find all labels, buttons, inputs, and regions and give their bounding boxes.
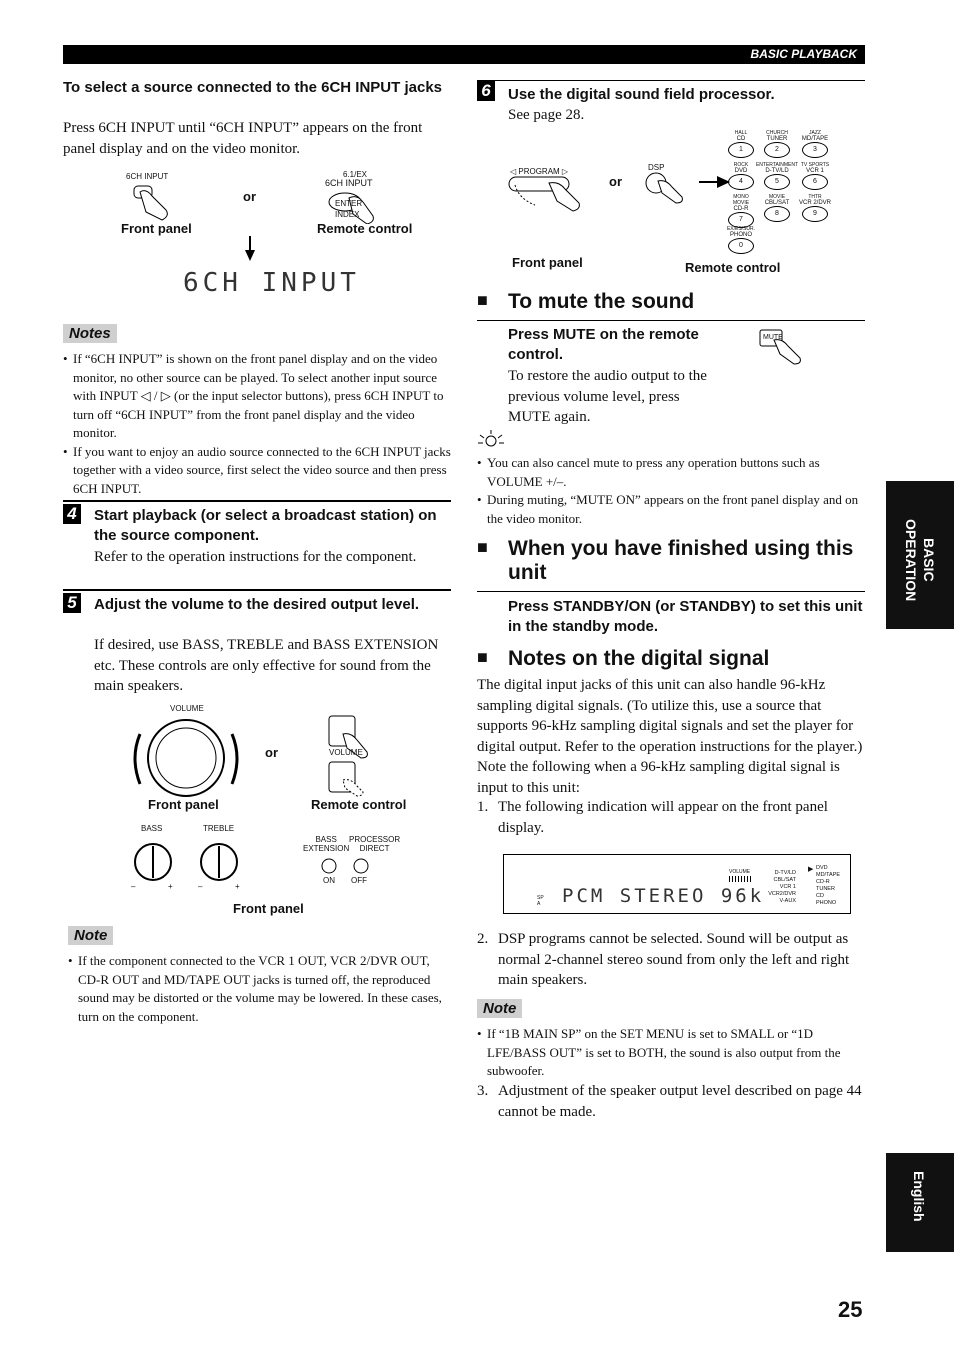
list-item: • During muting, “MUTE ON” appears on the front panel display and on the video monitor. [477, 491, 865, 528]
key-sub-label: PHONO [729, 232, 752, 238]
side-tab-label: BASIC OPERATION [903, 518, 937, 602]
note-tag [477, 1000, 522, 1018]
list-item: • If you want to enjoy an audio source connected to the 6CH INPUT jacks together with a video source, first select the video source and then press 6CH INPUT. [63, 443, 451, 499]
keypad-key[interactable] [725, 130, 757, 158]
divider [63, 500, 451, 502]
display-input-column-2 [816, 865, 840, 907]
key-number: 2 [764, 142, 790, 158]
minus-label: – [198, 882, 203, 891]
step6-body: See page 28. [508, 107, 585, 123]
key-number: 6 [802, 174, 828, 190]
item-number: 3. [477, 1083, 489, 1099]
key-sub-label: VCR 2/DVR [798, 200, 831, 206]
enter-label: ENTER [335, 199, 363, 208]
notes-tag [63, 325, 117, 343]
keypad-key[interactable] [725, 162, 757, 190]
step5-title: Adjust the volume to the desired output level. [94, 596, 420, 613]
display-input-column-1 [766, 870, 796, 905]
key-top-label: ENTERTAINMENT [755, 162, 799, 168]
treble-label: TREBLE [203, 824, 235, 833]
tone-knobs-icon [129, 836, 249, 892]
section-header-bar [63, 45, 865, 64]
keypad-key[interactable] [797, 162, 833, 190]
remote-control-label: Remote control [685, 260, 781, 275]
front-panel-label: Front panel [512, 255, 583, 270]
remote-6ch-label: 6CH INPUT [325, 178, 373, 188]
remote-control-label: Remote control [311, 797, 407, 812]
processor-direct-label: PROCESSOR DIRECT [349, 835, 401, 853]
digital-body: The digital input jacks of this unit can also handle 96-kHz sampling digital signals. (To utilize this, use a source that supports 96-kHz sampling digital signals and set the player for digital output. Refer to the operation instructions for the player.) Note the following when a 96-kHz sampling digital signal is input to this unit: [477, 677, 863, 796]
step5-body: If desired, use BASS, TREBLE and BASS EXTENSION etc. These controls are only effective for sound from the main speakers. [94, 637, 439, 694]
list-item: • If “6CH INPUT” is shown on the front panel display and on the video monitor, no other source can be played. To select another input source with INPUT ◁ / ▷ (or the input selector buttons), press 6CH INPUT to turn off “6CH INPUT” from the front panel display and the video monitor. [63, 350, 451, 443]
notes-tag-label: Notes [63, 324, 117, 343]
bass-label: BASS [141, 824, 163, 833]
divider [477, 591, 865, 592]
key-number: 5 [764, 174, 790, 190]
remote-control-label: Remote control [317, 221, 413, 236]
key-top-label: TV SPORTS [800, 162, 830, 168]
display-input-label: VCR 1 [779, 884, 796, 890]
front-panel-label: Front panel [233, 901, 304, 916]
display-input-label: TUNER [816, 886, 835, 892]
index-label: INDEX [335, 210, 360, 219]
square-bullet-icon: ■ [477, 647, 488, 667]
key-top-label: JAZZ [809, 130, 821, 136]
digital-heading: Notes on the digital signal [508, 647, 770, 670]
key-sub-label: CD [736, 136, 746, 142]
off-label: OFF [351, 876, 367, 885]
display-6ch-input: 6CH INPUT [183, 268, 360, 298]
key-number: 0 [728, 238, 754, 254]
volume-figure [63, 700, 453, 920]
sixch-title: To select a source connected to the 6CH INPUT jacks [63, 79, 442, 96]
list-item: • You can also cancel mute to press any operation buttons such as VOLUME +/–. [477, 454, 865, 491]
or-label: or [265, 745, 278, 760]
step4-title: Start playback (or select a broadcast station) on the source component. [94, 507, 437, 544]
front-panel-display [503, 854, 851, 914]
key-number: 8 [764, 206, 790, 222]
keypad-key[interactable] [755, 162, 799, 190]
key-number: 1 [728, 142, 754, 158]
key-top-label: THTR [808, 194, 822, 200]
keypad-key[interactable] [725, 226, 757, 254]
mute-button-label: MUTE [763, 334, 783, 341]
display-sp-label: SP A [537, 895, 544, 907]
note-tag-label: Note [477, 999, 522, 1018]
key-top-label: HALL [734, 130, 748, 136]
or-label: or [609, 174, 622, 189]
key-sub-label: VCR 1 [806, 168, 824, 174]
digital-note-list [477, 1025, 865, 1081]
mute-heading: To mute the sound [508, 290, 695, 313]
key-sub-label: CD-R [733, 206, 749, 212]
tip-lightbulb-icon [477, 430, 505, 450]
display-input-label: CBL/SAT [773, 877, 796, 883]
dsp-hand-icon [642, 171, 692, 207]
step-number: 4 [63, 504, 81, 524]
volume-meter [729, 876, 753, 882]
square-bullet-icon: ■ [477, 290, 488, 310]
key-top-label: MOVIE [768, 194, 786, 200]
dsp-figure [477, 125, 867, 280]
volume-knob-icon [128, 714, 248, 804]
front-panel-label: Front panel [148, 797, 219, 812]
sixch-body: Press 6CH INPUT until “6CH INPUT” appears on the front panel display and on the video monitor. [63, 120, 423, 157]
program-label: ◁ PROGRAM ▷ [510, 167, 569, 176]
display-input-label: VCR2/DVR [768, 891, 796, 897]
side-tab-basic-operation[interactable] [886, 481, 954, 629]
step4-body: Refer to the operation instructions for the component. [94, 549, 417, 565]
display-input-label: MD/TAPE [816, 872, 841, 878]
arrow-down-icon [244, 236, 256, 262]
keypad-key[interactable] [797, 194, 833, 222]
mute-body: To restore the audio output to the previous volume level, press MUTE again. [508, 368, 707, 425]
key-number: 7 [728, 212, 754, 228]
key-sub-label: MD/TAPE [801, 136, 829, 142]
remote-top-label: 6.1/EX [343, 170, 368, 179]
side-tab-english[interactable] [886, 1153, 954, 1252]
on-label: ON [323, 876, 335, 885]
key-top-label: ROCK [733, 162, 749, 168]
key-top-label: MONO MOVIE [732, 194, 750, 206]
mute-instruction: Press MUTE on the remote control. [508, 326, 699, 363]
key-sub-label: D-TV/LD [765, 168, 789, 174]
display-input-label: CD-R [816, 879, 830, 885]
key-sub-label: CBL/SAT [764, 200, 790, 206]
front-panel-label: Front panel [121, 221, 192, 236]
display-input-label: DVD [816, 865, 828, 871]
sixch-button-label: 6CH INPUT [126, 172, 169, 181]
square-bullet-icon: ■ [477, 537, 488, 557]
digital-item-3: Adjustment of the speaker output level described on page 44 cannot be made. [498, 1083, 862, 1120]
key-number: 9 [802, 206, 828, 222]
mute-tips-list [477, 454, 865, 528]
dsp-label: DSP [648, 163, 665, 172]
list-item: • If “1B MAIN SP” on the SET MENU is set to SMALL or “1D LFE/BASS OUT” is set to BOTH, the sound is also output from the subwoofer. [477, 1025, 865, 1081]
side-tab-label: English [911, 1171, 927, 1222]
display-volume-label: VOLUME [729, 869, 751, 875]
divider [477, 320, 865, 321]
keypad-key[interactable] [761, 194, 793, 222]
page-number: 25 [838, 1297, 863, 1322]
key-top-label: CHURCH [766, 130, 788, 136]
display-input-label: D-TV/LD [774, 870, 796, 876]
divider [477, 80, 865, 81]
key-sub-label: DVD [734, 168, 748, 174]
keypad-key[interactable] [761, 130, 793, 158]
bass-extension-label: BASS EXTENSION [303, 835, 350, 853]
step-number: 6 [477, 81, 495, 101]
key-sub-label: TUNER [766, 136, 788, 142]
sixch-figure [63, 168, 453, 303]
or-label: or [243, 189, 256, 204]
divider [63, 589, 451, 591]
program-hand-icon [505, 175, 595, 217]
item-number: 2. [477, 931, 489, 947]
keypad-key[interactable] [725, 194, 757, 228]
key-top-label: EX/ES/SUR. [726, 226, 756, 232]
key-number: 4 [728, 174, 754, 190]
display-input-label: CD [816, 893, 824, 899]
step6-title: Use the digital sound field processor. [508, 86, 775, 103]
note-tag-label: Note [68, 926, 113, 945]
digital-item-1: The following indication will appear on the front panel display. [498, 799, 828, 836]
display-input-label: PHONO [816, 900, 837, 906]
volume-label: VOLUME [170, 704, 204, 713]
minus-label: – [131, 882, 136, 891]
section-title: BASIC PLAYBACK [750, 47, 857, 61]
digital-item-2: DSP programs cannot be selected. Sound will be output as normal 2-channel stereo sound from only the left and right main speakers. [498, 931, 850, 988]
list-item: • If the component connected to the VCR 1 OUT, VCR 2/DVR OUT, CD-R OUT and MD/TAPE OUT jacks is turned off, the reproduced sound may be distorted or the volume may be lowered. In these cases, turn on the component. [68, 952, 450, 1026]
item-number: 1. [477, 799, 489, 815]
display-indicator-icon: ▶ [808, 865, 814, 873]
plus-label: + [168, 882, 173, 891]
finished-instruction: Press STANDBY/ON (or STANDBY) to set this unit in the standby mode. [508, 598, 863, 635]
key-number: 3 [802, 142, 828, 158]
display-input-label: V-AUX [779, 898, 796, 904]
note-tag [68, 927, 113, 945]
press-hand-icon [128, 182, 178, 222]
note-list [68, 952, 450, 1026]
display-pcm-stereo: PCM STEREO 96k [562, 885, 765, 907]
plus-label: + [235, 882, 240, 891]
notes-list [63, 350, 451, 498]
keypad-key[interactable] [797, 130, 833, 158]
finished-heading: When you have finished using this unit [508, 537, 854, 584]
keypad [725, 130, 865, 250]
remote-volume-label: VOLUME [329, 748, 363, 757]
step-number: 5 [63, 593, 81, 613]
